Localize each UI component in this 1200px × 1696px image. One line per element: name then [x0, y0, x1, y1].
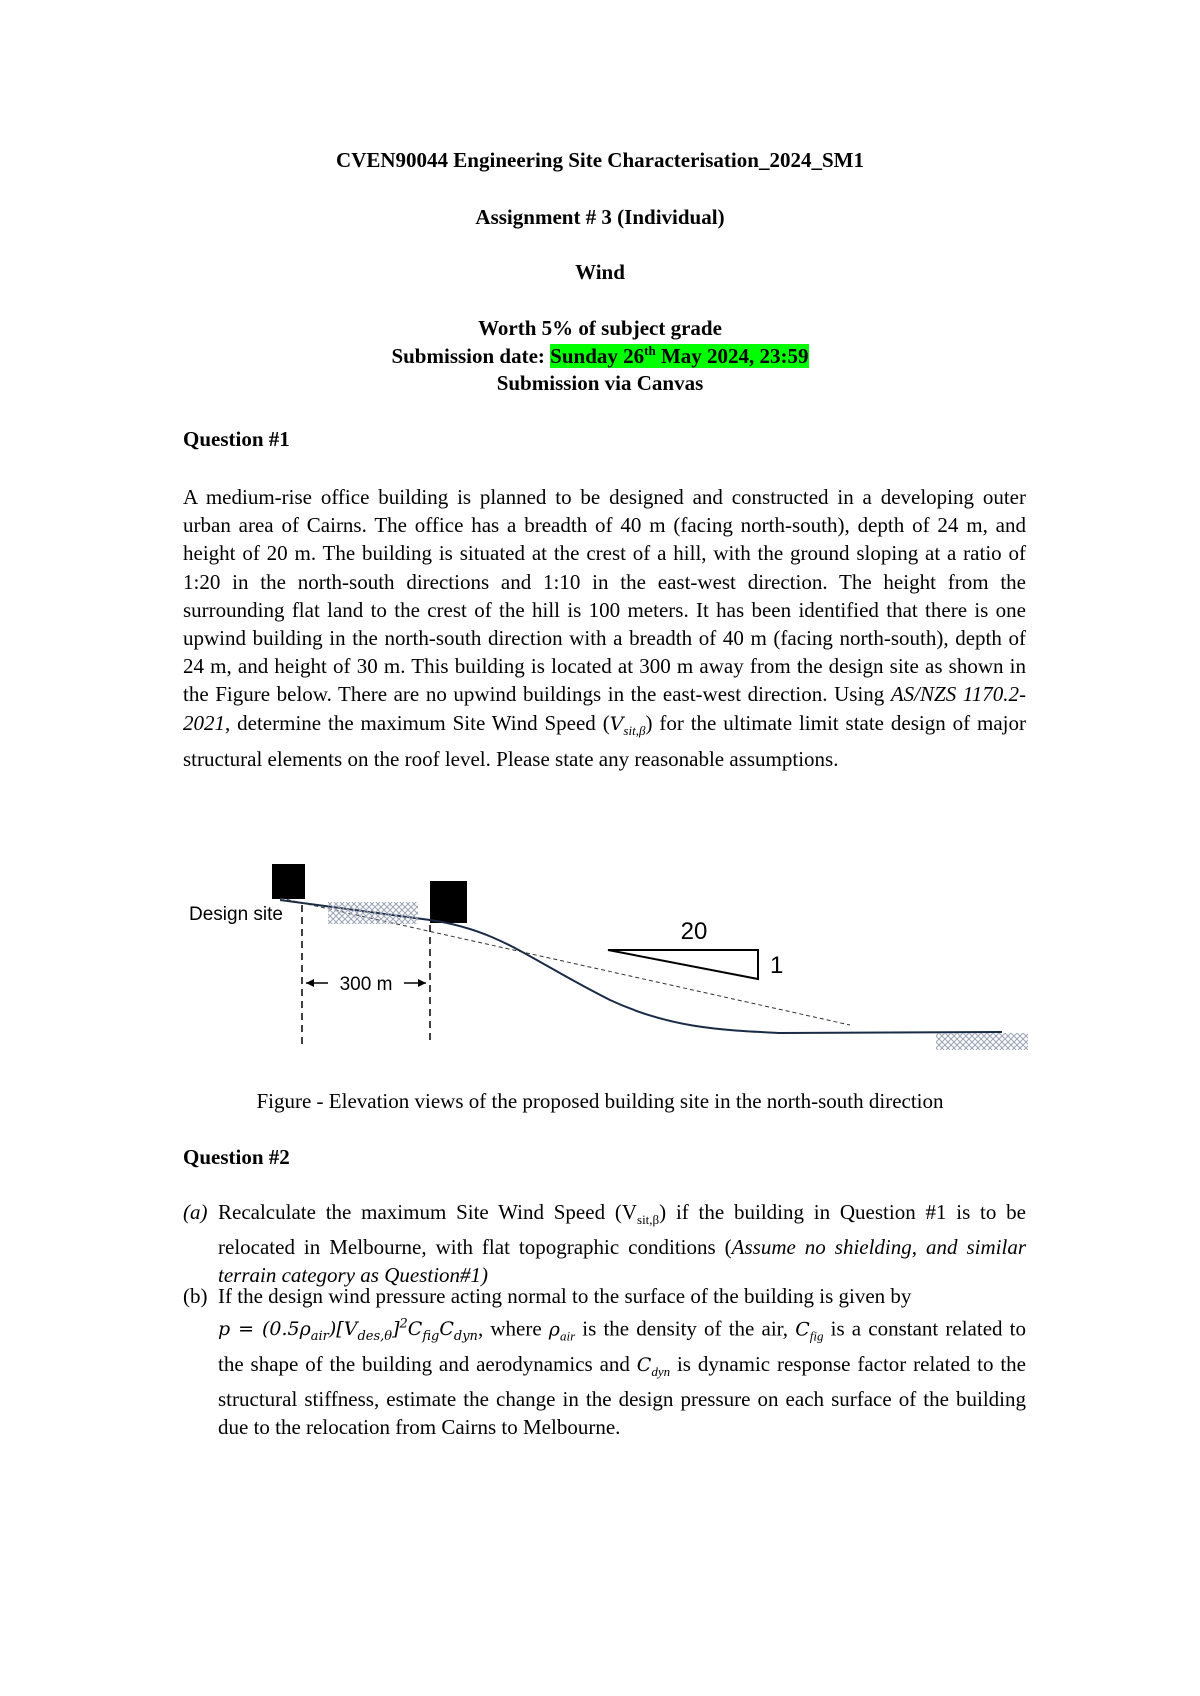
question-1-text-part-a: A medium-rise office building is planned to be designed and constructed in a developing outer urban area of Cairns. The office has a breadth of 40 m (facing north-south), depth of 24 m, and height of 20 m. The building is situated at the crest of a hill, with the ground sloping at a ratio of 1:20 in the north-south directions and 1:10 in the east-west direction. The height from the surrounding flat land to the crest of the hill is 100 meters. It has been identified that there is one upwind building in the north-south direction with a breadth of 40 m (facing north-south), depth of 24 m, and height of 30 m. This building is located at 300 m away from the design site as shown in the Figure below. There are no upwind buildings in the east-west direction. Using — [183, 485, 1026, 707]
slope-triangle — [608, 950, 758, 979]
pressure-formula — [218, 1316, 478, 1344]
rho-subscript: air — [559, 1328, 576, 1344]
question-2a-subscript: sit,β — [637, 1212, 660, 1228]
formula-part-2: )[V — [328, 1318, 358, 1341]
slope-run-label: 20 — [680, 918, 708, 945]
formula-cfig: C — [407, 1318, 423, 1341]
design-site-label: Design site — [189, 904, 283, 925]
question-2b-text-part-1: If the design wind pressure acting normal to the surface of the building is given by — [218, 1284, 912, 1308]
question-1-text-part-c: ) for the ultimate limit state design of major structural elements on the roof level. Please state any reasonable assumptions. — [183, 710, 1026, 772]
formula-sub-dyn: dyn — [453, 1328, 478, 1344]
course-title: CVEN90044 Engineering Site Characterisation_2024_SM1 — [336, 148, 864, 172]
formula-exponent: 2 — [399, 1316, 408, 1332]
formula-part-3: ] — [392, 1318, 400, 1341]
ground-hatch-left — [328, 902, 418, 924]
submission-date-highlight — [550, 344, 808, 368]
distance-arrowhead-right — [418, 979, 426, 987]
distance-label: 300 m — [339, 974, 393, 995]
site-wind-speed-subscript: sit,β — [623, 722, 646, 738]
formula-sub-des: des,θ — [357, 1328, 393, 1344]
cdyn-symbol: C — [636, 1353, 652, 1376]
question-2b-text-part-5: is dynamic response factor related to the structural stiffness, estimate the change in the design pressure on each surface of the building due to the relocation from Cairns to Melbourne. — [218, 1351, 1026, 1439]
site-wind-speed-symbol: V — [609, 712, 624, 735]
question-2a-assumption: Assume no shielding, and similar terrain category as Question#1) — [218, 1234, 1026, 1287]
question-1-text — [183, 483, 1026, 773]
formula-part-1: p = (0.5ρ — [218, 1318, 311, 1341]
question-2a — [183, 1199, 1026, 1290]
formula-cdyn: C — [439, 1318, 454, 1341]
question-2a-text-part-1: Recalculate the maximum Site Wind Speed (V — [218, 1200, 638, 1224]
question-2b-text-part-2: , where — [477, 1316, 549, 1341]
rho-symbol: ρ — [548, 1318, 560, 1341]
question-2b-text-part-4: is a constant related to the shape of the building and aerodynamics and — [218, 1316, 1026, 1376]
distance-arrowhead-left — [306, 979, 314, 987]
ground-hatch-right — [936, 1033, 1028, 1050]
question-2b-label: (b) — [183, 1284, 208, 1308]
worth-line: Worth 5% of subject grade — [478, 316, 722, 340]
question-2-heading: Question #2 — [183, 1145, 290, 1169]
cfig-subscript: fig — [809, 1328, 824, 1344]
formula-sub-air: air — [310, 1328, 329, 1344]
submission-date-day: Sunday 26 — [550, 344, 645, 368]
question-2a-label: (a) — [183, 1200, 208, 1224]
question-1-heading: Question #1 — [183, 427, 290, 451]
slope-rise-label: 1 — [770, 952, 784, 979]
design-site-building — [272, 864, 305, 899]
formula-sub-fig: fig — [422, 1328, 440, 1344]
submission-via-line: Submission via Canvas — [496, 371, 704, 395]
question-2b-text — [218, 1283, 1026, 1441]
assignment-title: Assignment # 3 (Individual) — [475, 205, 725, 229]
figure-caption: Figure - Elevation views of the proposed building site in the north-south direction — [256, 1089, 944, 1113]
submission-date-rest: May 2024, 23:59 — [655, 344, 809, 368]
upwind-building — [430, 881, 467, 923]
question-2b — [183, 1283, 1026, 1441]
cfig-symbol: C — [795, 1318, 810, 1341]
question-2a-text-part-2: ) if the building in Question #1 is to be relocated in Melbourne, with flat topographic conditions ( — [218, 1200, 1026, 1259]
submission-label: Submission date: — [391, 344, 551, 368]
question-2a-text — [218, 1199, 1026, 1290]
submission-date-line — [0, 343, 1200, 369]
standard-reference: AS/NZS 1170.2-2021 — [183, 682, 1026, 735]
elevation-figure — [180, 850, 1040, 1050]
submission-date-suffix: th — [644, 343, 656, 358]
cdyn-subscript: dyn — [651, 1363, 671, 1379]
question-1-text-part-b: , determine the maximum Site Wind Speed ( — [225, 710, 610, 735]
question-2b-text-part-3: is the density of the air, — [575, 1316, 796, 1341]
topic-title: Wind — [575, 260, 625, 284]
